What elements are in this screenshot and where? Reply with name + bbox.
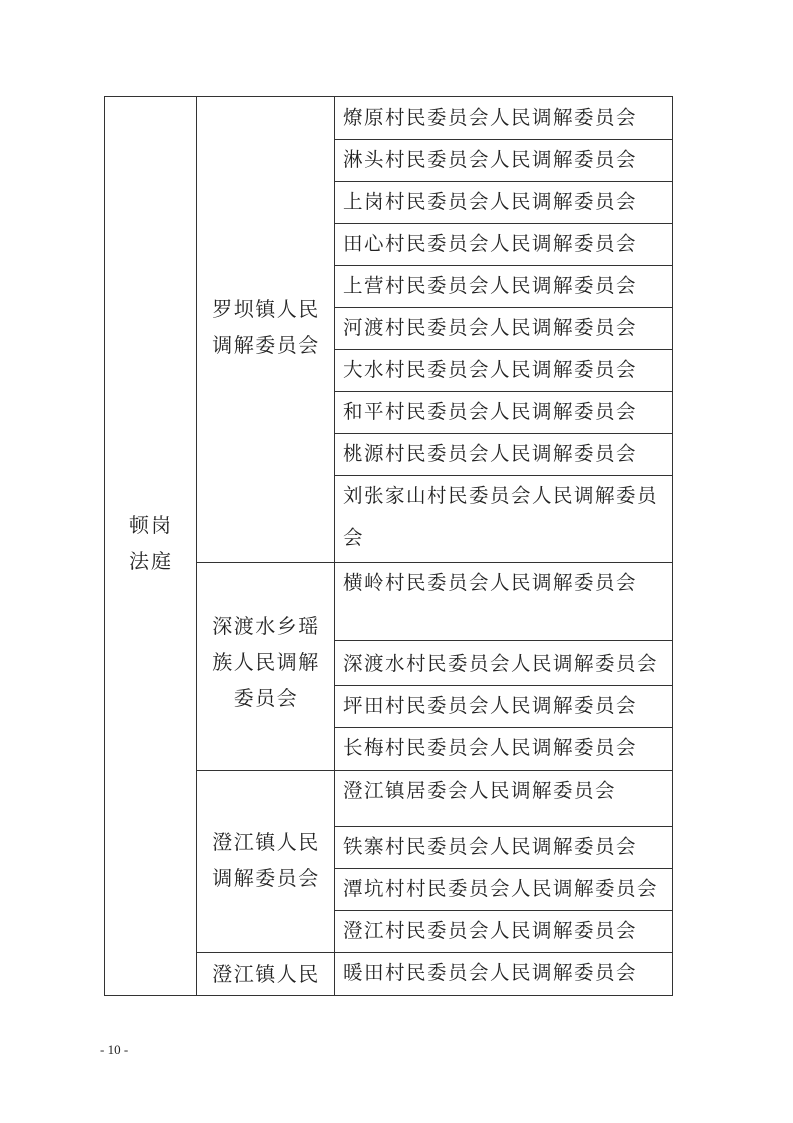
court-name-line1: 顿岗 xyxy=(129,513,173,537)
committee-luoba xyxy=(197,291,335,363)
row-divider xyxy=(334,826,672,827)
committee-shendushui-line2: 族人民调解 xyxy=(212,650,320,674)
village-row: 淋头村民委员会人民调解委员会 xyxy=(343,148,638,171)
row-divider xyxy=(334,181,672,182)
row-divider xyxy=(334,868,672,869)
village-row: 铁寨村民委员会人民调解委员会 xyxy=(343,835,638,858)
row-divider xyxy=(334,910,672,911)
village-row: 澄江镇居委会人民调解委员会 xyxy=(343,779,617,802)
group-divider-1 xyxy=(196,562,672,563)
committee-chengjiang-cont-line1: 澄江镇人民 xyxy=(212,962,320,986)
committee-chengjiang-line1: 澄江镇人民 xyxy=(212,830,320,854)
row-divider xyxy=(334,223,672,224)
group-divider-3 xyxy=(196,952,672,953)
village-row: 上营村民委员会人民调解委员会 xyxy=(343,274,638,297)
village-row: 大水村民委员会人民调解委员会 xyxy=(343,358,638,381)
village-row-line1: 刘张家山村民委员会人民调解委员 xyxy=(343,484,659,507)
row-divider xyxy=(334,139,672,140)
group-divider-2 xyxy=(196,770,672,771)
village-row: 和平村民委员会人民调解委员会 xyxy=(343,400,638,423)
village-row: 燎原村民委员会人民调解委员会 xyxy=(343,106,638,129)
mediation-table xyxy=(104,96,673,996)
row-divider xyxy=(334,640,672,641)
village-row: 深渡水村民委员会人民调解委员会 xyxy=(343,652,659,675)
committee-chengjiang-line2: 调解委员会 xyxy=(212,866,320,890)
court-name xyxy=(105,507,197,579)
village-row-line2: 会 xyxy=(343,526,365,549)
village-row: 河渡村民委员会人民调解委员会 xyxy=(343,316,638,339)
village-row: 桃源村民委员会人民调解委员会 xyxy=(343,442,638,465)
page-number: - 10 - xyxy=(100,1042,129,1057)
village-row: 长梅村民委员会人民调解委员会 xyxy=(343,736,638,759)
village-row: 坪田村民委员会人民调解委员会 xyxy=(343,694,638,717)
committee-chengjiang-cont xyxy=(197,956,335,992)
row-divider xyxy=(334,349,672,350)
committee-chengjiang xyxy=(197,824,335,896)
row-divider xyxy=(334,433,672,434)
village-row: 暖田村民委员会人民调解委员会 xyxy=(343,961,638,984)
row-divider xyxy=(334,265,672,266)
committee-shendushui-line1: 深渡水乡瑶 xyxy=(212,614,320,638)
row-divider xyxy=(334,475,672,476)
court-name-line2: 法庭 xyxy=(129,549,173,573)
village-row: 上岗村民委员会人民调解委员会 xyxy=(343,190,638,213)
committee-luoba-line1: 罗坝镇人民 xyxy=(212,297,320,321)
row-divider xyxy=(334,391,672,392)
row-divider xyxy=(334,307,672,308)
row-divider xyxy=(334,685,672,686)
village-row: 澄江村民委员会人民调解委员会 xyxy=(343,919,638,942)
row-divider xyxy=(334,727,672,728)
village-row: 田心村民委员会人民调解委员会 xyxy=(343,232,638,255)
village-row: 横岭村民委员会人民调解委员会 xyxy=(343,571,638,594)
committee-shendushui xyxy=(197,608,335,716)
committee-luoba-line2: 调解委员会 xyxy=(212,333,320,357)
committee-shendushui-line3: 委员会 xyxy=(233,686,299,710)
village-row: 潭坑村村民委员会人民调解委员会 xyxy=(343,877,659,900)
